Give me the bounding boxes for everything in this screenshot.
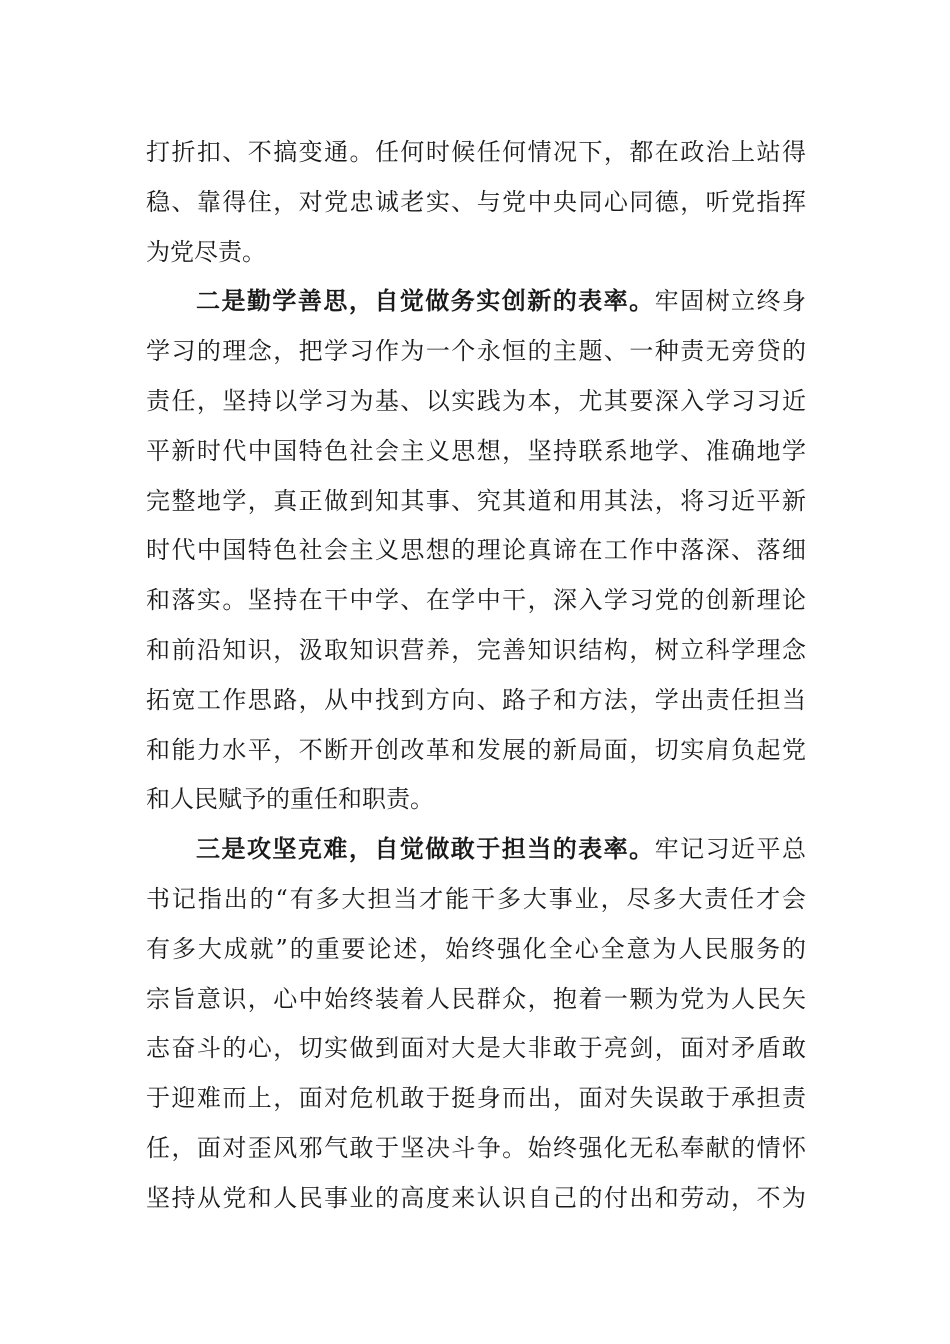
line-text: 责任，坚持以学习为基、以实践为本，尤其要深入学习习近 xyxy=(146,386,806,415)
line-text: 稳、靠得住，对党忠诚老实、与党中央同心同德，听党指挥 xyxy=(146,187,806,216)
section-lead-heading: 二是勤学善思，自觉做务实创新的表率。 xyxy=(196,287,655,316)
line-text: 拓宽工作思路，从中找到方向、路子和方法，学出责任担当 xyxy=(146,685,806,714)
text-line xyxy=(146,825,806,875)
text-line xyxy=(146,775,806,825)
line-text: 有多大成就”的重要论述，始终强化全心全意为人民服务的 xyxy=(146,934,806,963)
text-line xyxy=(146,228,806,278)
text-line xyxy=(146,1024,806,1074)
text-line xyxy=(146,128,806,178)
text-line xyxy=(146,975,806,1025)
text-line xyxy=(146,1174,806,1224)
section-lead-heading: 三是攻坚克难，自觉做敢于担当的表率。 xyxy=(196,835,655,864)
line-text: 和落实。坚持在干中学、在学中干，深入学习党的创新理论 xyxy=(146,586,806,615)
body-text xyxy=(146,128,806,1224)
text-line xyxy=(146,277,806,327)
line-text: 于迎难而上，面对危机敢于挺身而出，面对失误敢于承担责 xyxy=(146,1084,806,1113)
line-text: 为党尽责。 xyxy=(146,237,266,266)
line-text: 平新时代中国特色社会主义思想，坚持联系地学、准确地学 xyxy=(146,436,806,465)
text-line xyxy=(146,178,806,228)
text-line xyxy=(146,576,806,626)
line-text: 坚持从党和人民事业的高度来认识自己的付出和劳动，不为 xyxy=(146,1183,806,1212)
text-line xyxy=(146,1074,806,1124)
text-line xyxy=(146,1124,806,1174)
line-text: 任，面对歪风邪气敢于坚决斗争。始终强化无私奉献的情怀 xyxy=(146,1133,806,1162)
text-line xyxy=(146,726,806,776)
text-line xyxy=(146,676,806,726)
line-text: 牢记习近平总 xyxy=(654,835,806,864)
text-line xyxy=(146,377,806,427)
line-text: 时代中国特色社会主义思想的理论真谛在工作中落深、落细 xyxy=(146,536,806,565)
line-text: 宗旨意识，心中始终装着人民群众，抱着一颗为党为人民矢 xyxy=(146,984,806,1013)
line-text: 打折扣、不搞变通。任何时候任何情况下，都在政治上站得 xyxy=(146,138,806,166)
line-text: 完整地学，真正做到知其事、究其道和用其法，将习近平新 xyxy=(146,486,806,515)
line-text: 牢固树立终身 xyxy=(654,287,806,316)
line-text: 书记指出的“有多大担当才能干多大事业，尽多大责任才会 xyxy=(146,884,806,913)
line-text: 和能力水平，不断开创改革和发展的新局面，切实肩负起党 xyxy=(146,735,806,764)
text-line xyxy=(146,327,806,377)
text-line xyxy=(146,477,806,527)
line-text: 和人民赋予的重任和职责。 xyxy=(146,785,434,814)
text-line xyxy=(146,925,806,975)
text-line xyxy=(146,427,806,477)
text-line xyxy=(146,875,806,925)
text-line xyxy=(146,526,806,576)
line-text: 和前沿知识，汲取知识营养，完善知识结构，树立科学理念 xyxy=(146,635,806,664)
line-text: 志奋斗的心，切实做到面对大是大非敢于亮剑，面对矛盾敢 xyxy=(146,1034,806,1063)
line-text: 学习的理念，把学习作为一个永恒的主题、一种责无旁贷的 xyxy=(146,337,806,366)
text-line xyxy=(146,626,806,676)
